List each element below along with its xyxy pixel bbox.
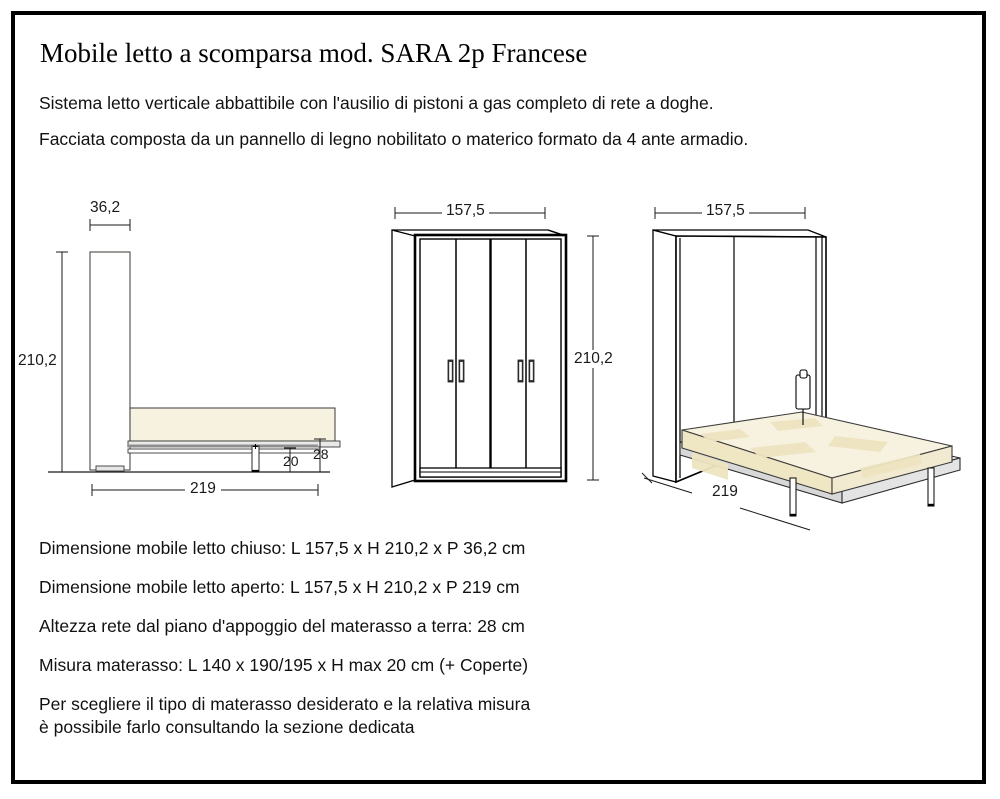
spec-item: Altezza rete dal piano d'appoggio del materasso a terra: 28 cm [39, 616, 525, 636]
front-dim-height: 210,2 [570, 350, 617, 368]
side-dim-height: 210,2 [18, 352, 57, 369]
intro-line-2: Facciata composta da un pannello di legno nobilitato o materico formato da 4 ante armadio. [39, 129, 749, 149]
perspective-dim-depth: 219 [708, 483, 742, 501]
side-dim-mattress-thickness: 20 [283, 453, 299, 469]
side-view-drawing [18, 190, 370, 510]
side-dim-bed-height: 28 [313, 446, 329, 462]
spec-item: è possibile farlo consultando la sezione dedicata [39, 717, 415, 737]
specifications-list [39, 538, 739, 756]
spec-item: Dimensione mobile letto aperto: L 157,5 x H 210,2 x P 219 cm [39, 577, 520, 597]
perspective-dim-width: 157,5 [702, 202, 749, 220]
spec-item: Misura materasso: L 140 x 190/195 x H max 20 cm (+ Coperte) [39, 655, 529, 675]
page-title: Mobile letto a scomparsa mod. SARA 2p Francese [40, 38, 588, 68]
front-view-drawing [370, 190, 640, 500]
spec-item: Dimensione mobile letto chiuso: L 157,5 x H 210,2 x P 36,2 cm [39, 538, 526, 558]
perspective-view-drawing [630, 190, 990, 520]
intro-line-1: Sistema letto verticale abbattibile con l'ausilio di pistoni a gas completo di rete a doghe. [39, 93, 714, 113]
spec-item: Per scegliere il tipo di materasso desiderato e la relativa misura [39, 694, 531, 714]
front-dim-width: 157,5 [442, 202, 489, 220]
side-dim-depth-cabinet: 36,2 [90, 199, 121, 216]
side-dim-total-depth: 219 [185, 480, 221, 498]
